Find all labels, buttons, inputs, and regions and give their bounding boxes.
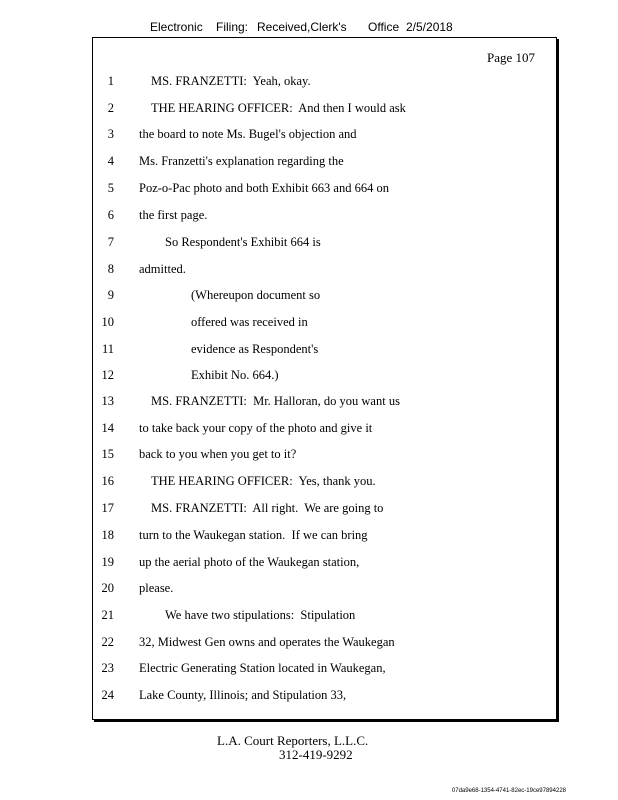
line-text: Poz-o-Pac photo and both Exhibit 663 and 664 on xyxy=(139,181,389,195)
line-text: THE HEARING OFFICER: And then I would ask xyxy=(151,101,406,115)
transcript-line xyxy=(0,528,557,548)
transcript-line xyxy=(0,555,557,575)
filing-stamp-word: 2/5/2018 xyxy=(406,20,453,34)
filing-stamp-word: Filing: xyxy=(216,20,249,34)
line-text: back to you when you get to it? xyxy=(139,447,297,461)
line-number: 20 xyxy=(101,581,114,595)
line-text: THE HEARING OFFICER: Yes, thank you. xyxy=(151,474,376,488)
line-number: 12 xyxy=(101,368,114,382)
transcript-line xyxy=(0,127,557,147)
line-number: 11 xyxy=(101,342,114,356)
line-text: the first page. xyxy=(139,208,208,222)
transcript-line xyxy=(0,474,557,494)
transcript-line xyxy=(0,101,557,121)
line-number: 19 xyxy=(101,555,114,569)
transcript-line xyxy=(0,342,557,362)
filing-stamp-word: Electronic xyxy=(150,20,203,34)
line-text: admitted. xyxy=(139,262,186,276)
filing-stamp-word: Office xyxy=(368,20,400,34)
line-number: 23 xyxy=(101,661,114,675)
line-text: evidence as Respondent's xyxy=(191,342,319,356)
line-number: 13 xyxy=(101,394,114,408)
line-number: 22 xyxy=(101,635,114,649)
line-text: offered was received in xyxy=(191,315,308,329)
transcript-line xyxy=(0,74,557,94)
court-reporter-phone: 312-419-9292 xyxy=(279,747,353,762)
line-text: MS. FRANZETTI: Yeah, okay. xyxy=(151,74,311,88)
line-number: 3 xyxy=(107,127,114,141)
transcript-line xyxy=(0,447,557,467)
line-text: 32, Midwest Gen owns and operates the Waukegan xyxy=(139,635,395,649)
transcript-line xyxy=(0,501,557,521)
line-number: 24 xyxy=(101,688,114,702)
line-number: 14 xyxy=(101,421,114,435)
document-hash: 07da9e68-1354-4741-82ec-19ce97894228 xyxy=(451,788,566,794)
line-number: 18 xyxy=(101,528,114,542)
line-number: 7 xyxy=(107,235,114,249)
line-number: 1 xyxy=(107,74,114,88)
line-number: 8 xyxy=(107,262,114,276)
line-text: please. xyxy=(139,581,174,595)
line-text: Electric Generating Station located in Waukegan, xyxy=(139,661,386,675)
transcript-line xyxy=(0,661,557,681)
transcript-line xyxy=(0,208,557,228)
transcript-line xyxy=(0,315,557,335)
page-number: Page 107 xyxy=(486,50,535,65)
transcript-line xyxy=(0,181,557,201)
transcript-line xyxy=(0,688,557,708)
transcript-line xyxy=(0,235,557,255)
transcript-line xyxy=(0,581,557,601)
transcript-line xyxy=(0,608,557,628)
line-text: Exhibit No. 664.) xyxy=(191,368,279,382)
transcript-line xyxy=(0,262,557,282)
transcript-line xyxy=(0,368,557,388)
court-reporter-name: L.A. Court Reporters, L.L.C. xyxy=(217,733,369,748)
line-text: We have two stipulations: Stipulation xyxy=(165,608,356,622)
line-number: 15 xyxy=(101,447,114,461)
line-number: 10 xyxy=(101,315,114,329)
line-text: Ms. Franzetti's explanation regarding the xyxy=(139,154,344,168)
line-text: the board to note Ms. Bugel's objection and xyxy=(139,127,357,141)
line-number: 4 xyxy=(107,154,114,168)
line-text: (Whereupon document so xyxy=(191,288,321,302)
transcript-line xyxy=(0,154,557,174)
line-text: MS. FRANZETTI: Mr. Halloran, do you want us xyxy=(151,394,400,408)
line-number: 17 xyxy=(101,501,114,515)
transcript-line xyxy=(0,421,557,441)
line-number: 16 xyxy=(101,474,114,488)
line-text: MS. FRANZETTI: All right. We are going to xyxy=(151,501,384,515)
line-text: up the aerial photo of the Waukegan station, xyxy=(139,555,360,569)
line-number: 5 xyxy=(107,181,114,195)
line-number: 21 xyxy=(101,608,114,622)
line-text: to take back your copy of the photo and give it xyxy=(139,421,373,435)
line-text: turn to the Waukegan station. If we can bring xyxy=(139,528,368,542)
line-number: 6 xyxy=(107,208,114,222)
transcript-line xyxy=(0,288,557,308)
line-number: 9 xyxy=(107,288,114,302)
line-number: 2 xyxy=(107,101,114,115)
transcript-line xyxy=(0,394,557,414)
line-text: Lake County, Illinois; and Stipulation 33, xyxy=(139,688,347,702)
filing-stamp-word: Received,Clerk's xyxy=(257,20,347,34)
transcript-line xyxy=(0,635,557,655)
line-text: So Respondent's Exhibit 664 is xyxy=(165,235,321,249)
